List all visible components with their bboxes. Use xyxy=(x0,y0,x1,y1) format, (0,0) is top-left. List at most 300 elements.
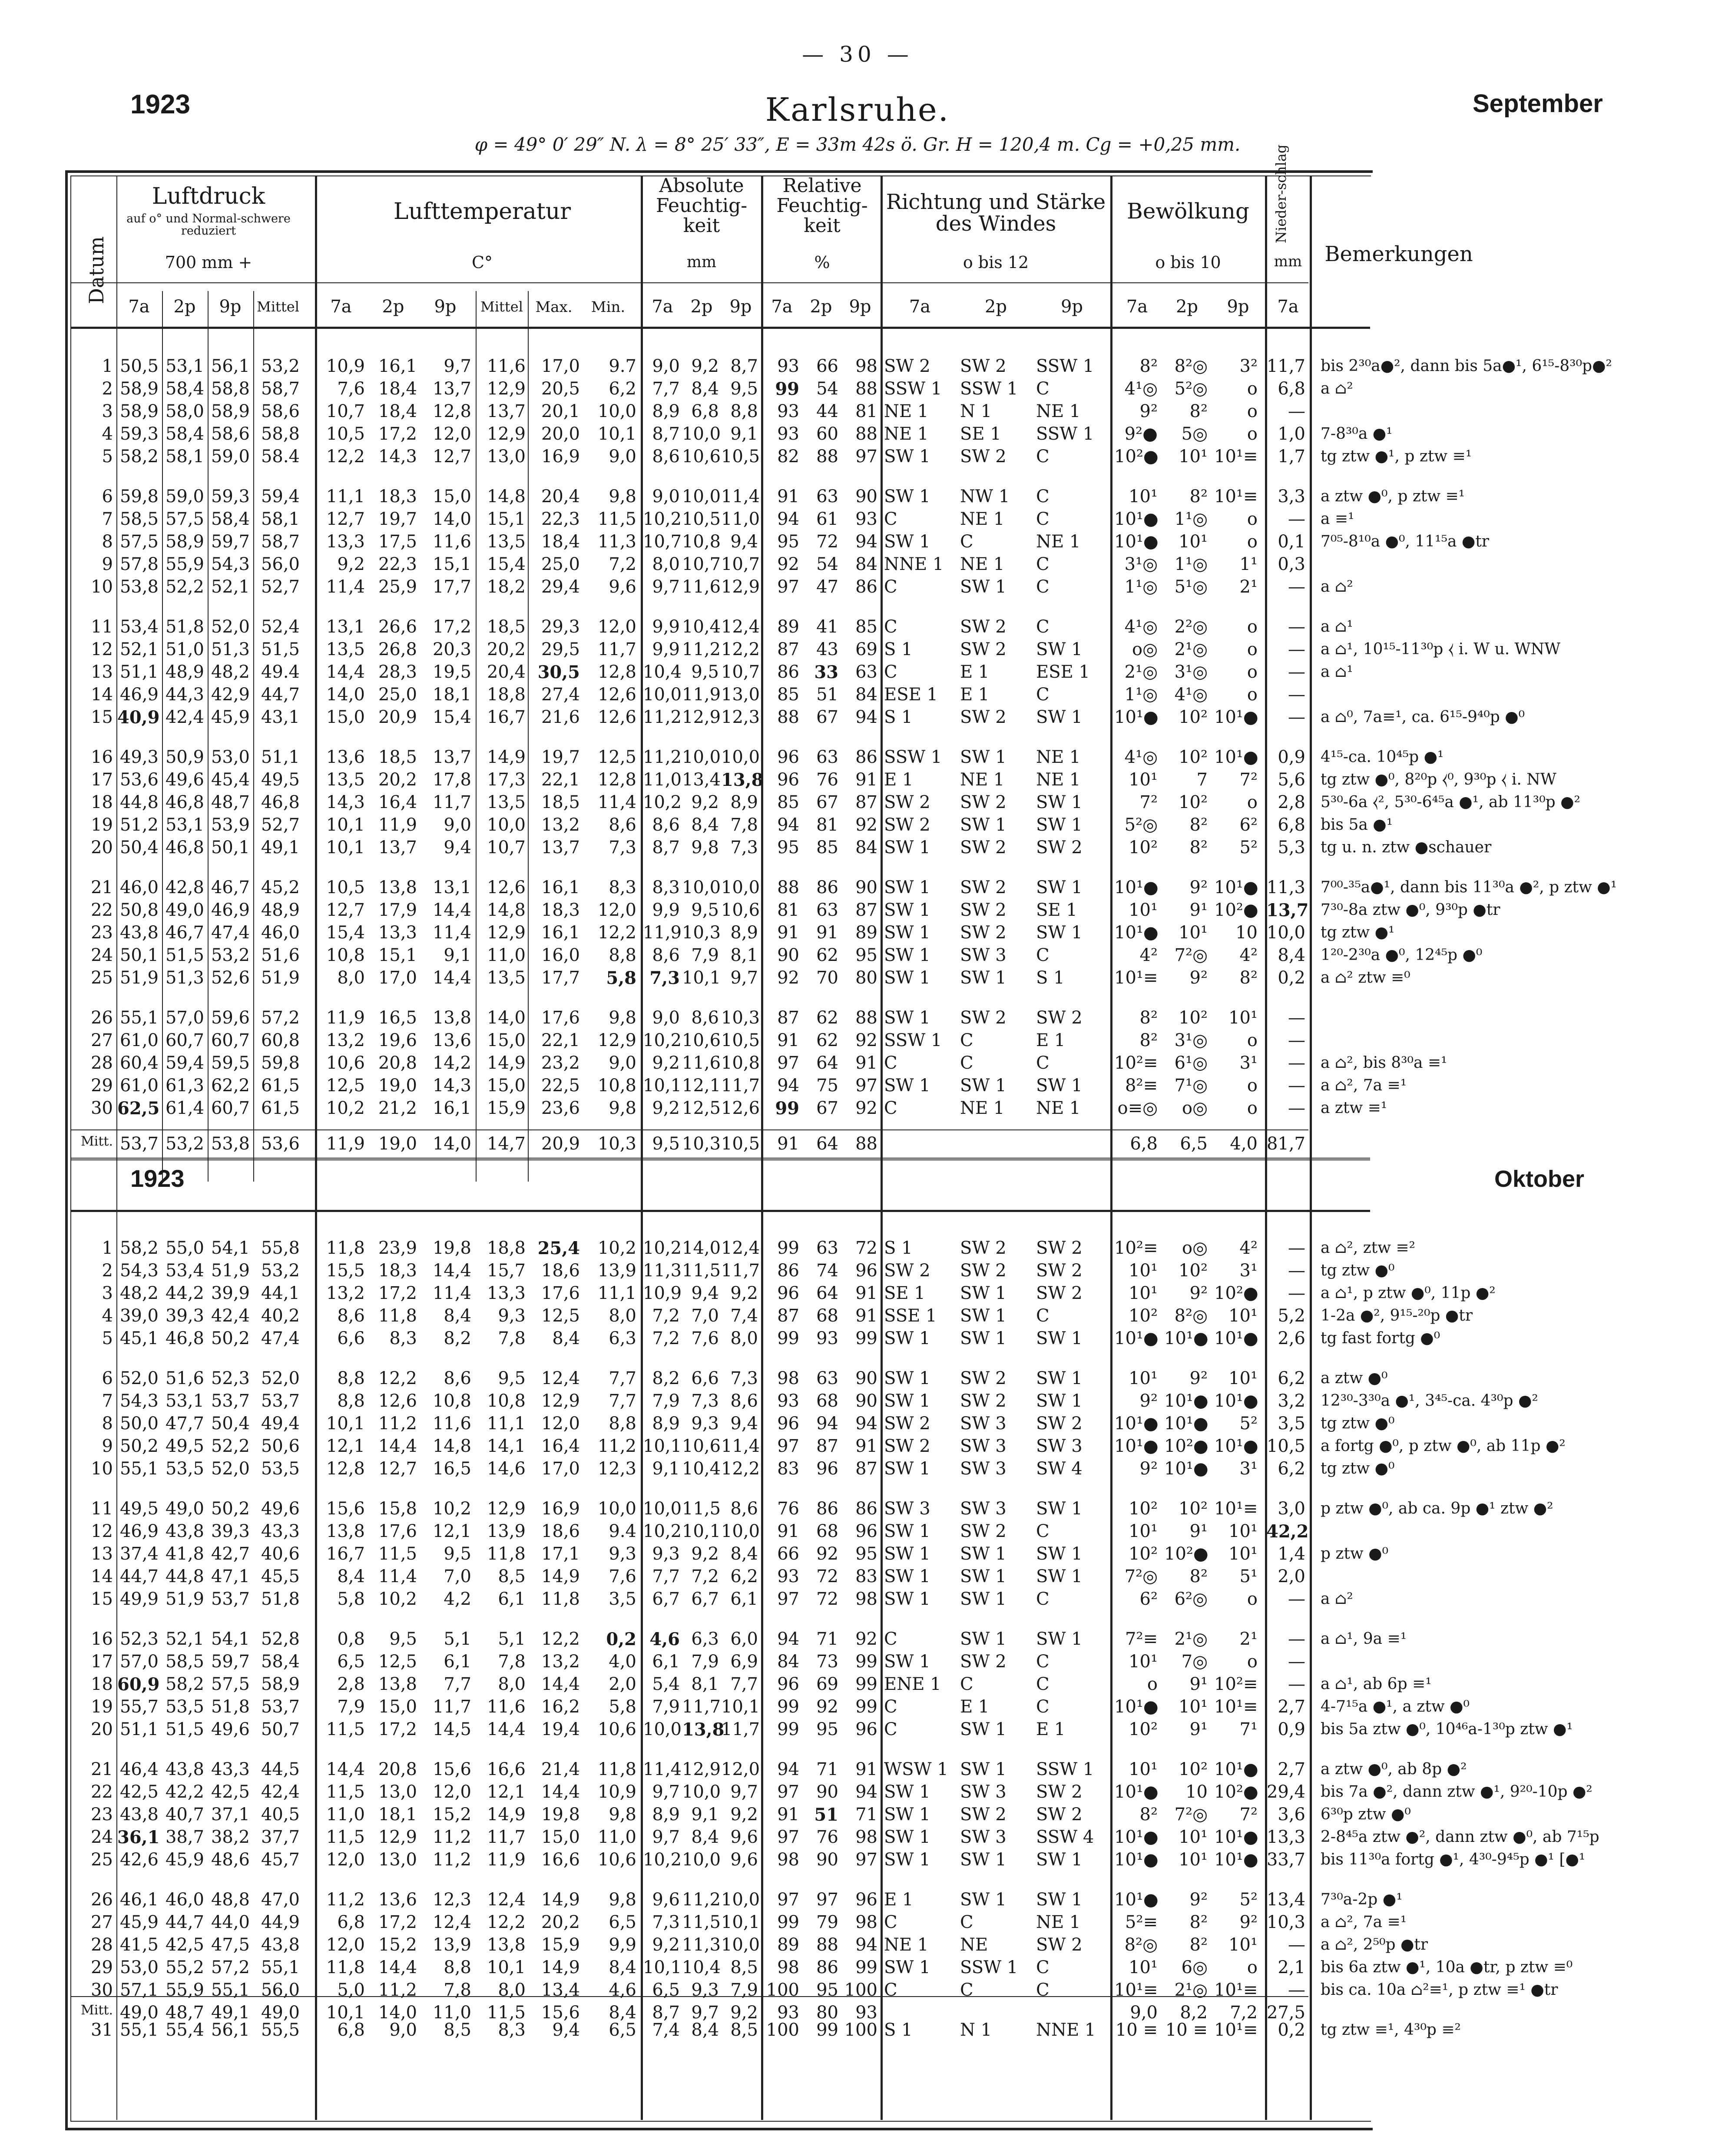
cell-b2: o xyxy=(1247,509,1258,529)
cell-t4: 16,6 xyxy=(541,1850,580,1870)
cell-t2: 9,7 xyxy=(444,356,471,376)
cell-t5: 3,5 xyxy=(609,1589,636,1609)
cell-d: 10 xyxy=(91,1459,113,1479)
cell-t0: 16,7 xyxy=(326,1544,365,1564)
cell-t4: 16,2 xyxy=(541,1697,580,1717)
cell-t1: 26,8 xyxy=(378,639,417,659)
remark: tg ztw ●⁰, 8²⁰p ⧼⁰, 9³⁰p ⧼ i. NW xyxy=(1321,771,1556,788)
cell-p2: 50,2 xyxy=(211,1499,250,1519)
cell-b2: 10¹● xyxy=(1214,1850,1258,1870)
cell-a2: 10,0 xyxy=(721,1935,760,1955)
cell-w1: SSW 1 xyxy=(960,1957,1018,1977)
cell-p3: 45,2 xyxy=(261,878,300,898)
cell-n: 0,3 xyxy=(1278,554,1305,574)
cell-a2: 9,5 xyxy=(730,379,758,399)
cell-w0: C xyxy=(884,1912,897,1932)
cell-t3: 15,9 xyxy=(487,1098,526,1118)
cell-t1: 19,0 xyxy=(378,1076,417,1096)
cell-w1: NE 1 xyxy=(960,1098,1005,1118)
cell-r2: 87 xyxy=(855,900,877,920)
cell-a0: 9,2 xyxy=(652,1935,680,1955)
cell-b2: o xyxy=(1247,424,1258,444)
cell-p3: 44,5 xyxy=(261,1759,300,1779)
cell-t2: 7,8 xyxy=(444,1980,471,2000)
table-row xyxy=(70,379,1677,399)
cell-a1: 8,4 xyxy=(691,1827,719,1847)
cell-d: 8 xyxy=(102,532,113,552)
cell-b1: 10²● xyxy=(1164,1436,1208,1456)
cell-b1: 10¹ xyxy=(1179,1697,1208,1717)
cell-a2: 11,0 xyxy=(721,509,760,529)
remark: a ≡¹ xyxy=(1321,510,1354,528)
cell-p3: 49,4 xyxy=(261,1414,300,1434)
cell-d: 20 xyxy=(91,1719,113,1739)
mittel-cell-p3: 49,0 xyxy=(261,2003,300,2023)
cell-p1: 59,4 xyxy=(165,1053,204,1073)
cell-t2: 10,8 xyxy=(432,1391,471,1411)
cell-w0: S 1 xyxy=(884,1238,913,1258)
cell-p2: 50,2 xyxy=(211,1328,250,1348)
cell-w0: C xyxy=(884,509,897,529)
cell-a0: 9,2 xyxy=(652,1098,680,1118)
rule xyxy=(70,327,1370,329)
cell-w0: NE 1 xyxy=(884,401,929,421)
cell-p1: 42,8 xyxy=(165,878,204,898)
cell-t1: 13,0 xyxy=(378,1850,417,1870)
cell-n: 3,5 xyxy=(1278,1414,1305,1434)
cell-p0: 42,6 xyxy=(119,1850,159,1870)
cell-a1: 8,4 xyxy=(691,379,719,399)
cell-t3: 12,9 xyxy=(487,424,526,444)
cell-p0: 40,9 xyxy=(117,707,160,728)
cell-d: 29 xyxy=(91,1076,113,1096)
cell-r1: 69 xyxy=(816,1674,838,1694)
table-row xyxy=(70,662,1677,682)
mittel-cell-p3: 53,6 xyxy=(261,1134,300,1154)
sub-7a: 7a xyxy=(128,297,150,317)
cell-t1: 11,8 xyxy=(378,1306,417,1326)
cell-w1: SW 1 xyxy=(960,577,1006,597)
cell-w1: NE xyxy=(960,1935,988,1955)
cell-r1: 72 xyxy=(816,1566,838,1586)
cell-p3: 59,4 xyxy=(261,487,300,507)
cell-p0: 42,5 xyxy=(119,1782,159,1802)
cell-a1: 10,0 xyxy=(682,747,721,767)
cell-t5: 9,8 xyxy=(609,1098,636,1118)
cell-a2: 6,0 xyxy=(730,1629,758,1649)
cell-r0: 96 xyxy=(777,770,799,790)
cell-r2: 90 xyxy=(855,487,877,507)
cell-a2: 9,4 xyxy=(730,532,758,552)
cell-p0: 45,1 xyxy=(119,1328,159,1348)
mittel-rule-sep xyxy=(70,1129,1308,1130)
cell-t0: 11,5 xyxy=(326,1827,365,1847)
cell-d: 23 xyxy=(91,1805,113,1825)
header-absolute-feuchtigkeit: Absolute Feuchtig-keit xyxy=(656,175,748,237)
cell-t0: 12,5 xyxy=(326,1076,365,1096)
cell-t2: 11,6 xyxy=(432,1414,471,1434)
header-abs-unit: mm xyxy=(686,253,717,271)
cell-p0: 53,0 xyxy=(119,1957,159,1977)
cell-w2: C xyxy=(1036,1521,1050,1541)
cell-t0: 13,2 xyxy=(326,1283,365,1303)
cell-a0: 8,6 xyxy=(652,815,680,835)
remark: a ⌂¹ xyxy=(1321,618,1353,636)
cell-b1: 8²◎ xyxy=(1174,1306,1208,1326)
cell-b1: 6¹◎ xyxy=(1174,1053,1208,1073)
cell-p3: 43,3 xyxy=(261,1521,300,1541)
cell-r2: 81 xyxy=(855,401,877,421)
cell-w2: SW 1 xyxy=(1036,1629,1083,1649)
cell-p1: 53,1 xyxy=(165,815,204,835)
header-relative-feuchtigkeit: Relative Feuchtig-keit xyxy=(776,175,868,237)
remark: 7⁰⁵-8¹⁰a ●⁰, 11¹⁵a ●tr xyxy=(1321,533,1490,550)
cell-p3: 52,7 xyxy=(261,577,300,597)
remark: bis 2³⁰a●², dann bis 5a●¹, 6¹⁵-8³⁰p●² xyxy=(1321,357,1612,375)
cell-t5: 7,3 xyxy=(609,838,636,858)
cell-b1: 8² xyxy=(1189,838,1208,858)
cell-t0: 10,7 xyxy=(326,401,365,421)
cell-w2: SSW 4 xyxy=(1036,1827,1094,1847)
cell-p3: 51,9 xyxy=(261,968,300,988)
cell-t5: 9,9 xyxy=(609,1935,636,1955)
mittel-cell-p0: 53,7 xyxy=(119,1134,159,1154)
cell-p0: 46,9 xyxy=(119,685,159,705)
cell-w0: SW 1 xyxy=(884,838,930,858)
cell-a2: 6,9 xyxy=(730,1652,758,1672)
cell-n: — xyxy=(1288,577,1305,597)
cell-r1: 73 xyxy=(816,1652,838,1672)
cell-r2: 90 xyxy=(855,878,877,898)
cell-p2: 48,2 xyxy=(211,662,250,682)
cell-t4: 16,0 xyxy=(541,945,580,965)
cell-a0: 8,9 xyxy=(652,401,680,421)
cell-p1: 46,8 xyxy=(165,1328,204,1348)
sub-abs-2p: 2p xyxy=(690,297,713,317)
cell-b1: 3¹◎ xyxy=(1174,662,1208,682)
cell-b0: 5²≡ xyxy=(1125,1912,1158,1932)
cell-b2: 7¹ xyxy=(1239,1719,1258,1739)
cell-t1: 18,4 xyxy=(378,379,417,399)
cell-p3: 49.4 xyxy=(261,662,300,682)
cell-t0: 14,3 xyxy=(326,792,365,812)
cell-w1: SW 1 xyxy=(960,1076,1006,1096)
cell-p2: 45,4 xyxy=(211,770,250,790)
cell-d: 30 xyxy=(91,1980,113,2000)
cell-p3: 61,5 xyxy=(261,1076,300,1096)
cell-p3: 58,8 xyxy=(261,424,300,444)
cell-r2: 89 xyxy=(855,923,877,943)
cell-r1: 90 xyxy=(816,1782,838,1802)
cell-b0: 7²◎ xyxy=(1124,1566,1158,1586)
cell-p1: 49,6 xyxy=(165,770,204,790)
cell-t0: 8,6 xyxy=(337,1306,365,1326)
cell-p1: 58,9 xyxy=(165,532,204,552)
cell-w1: SW 3 xyxy=(960,1414,1006,1434)
cell-t0: 12,0 xyxy=(326,1850,365,1870)
cell-d: 22 xyxy=(91,1782,113,1802)
cell-n: — xyxy=(1288,617,1305,637)
cell-w0: SW 2 xyxy=(884,1436,930,1456)
mittel-cell-d: Mitt. xyxy=(81,2003,113,2018)
cell-n: 6,2 xyxy=(1278,1368,1305,1388)
cell-p2: 51,8 xyxy=(211,1697,250,1717)
cell-a0: 10,2 xyxy=(643,509,682,529)
cell-t3: 15,7 xyxy=(487,1261,526,1281)
cell-r0: 98 xyxy=(777,1957,799,1977)
cell-p1: 58,2 xyxy=(165,1674,204,1694)
table-row xyxy=(70,1566,1677,1586)
cell-w0: ENE 1 xyxy=(884,1674,941,1694)
cell-t1: 22,3 xyxy=(378,554,417,574)
cell-a0: 6,5 xyxy=(652,1980,680,2000)
cell-t5: 11,8 xyxy=(597,1759,636,1779)
cell-t0: 11,5 xyxy=(326,1719,365,1739)
cell-t1: 9,5 xyxy=(389,1629,417,1649)
cell-a1: 11,2 xyxy=(682,639,721,659)
cell-w0: SW 1 xyxy=(884,1368,930,1388)
cell-t5: 12,6 xyxy=(597,685,636,705)
cell-t4: 14,9 xyxy=(541,1957,580,1977)
cell-w1: E 1 xyxy=(960,1697,990,1717)
cell-t4: 14,4 xyxy=(541,1782,580,1802)
cell-p0: 51,1 xyxy=(119,1719,159,1739)
cell-t4: 12,4 xyxy=(541,1368,580,1388)
cell-r1: 71 xyxy=(816,1629,838,1649)
cell-r0: 99 xyxy=(777,1697,799,1717)
cell-p1: 49,0 xyxy=(165,900,204,920)
cell-t5: 7,7 xyxy=(609,1368,636,1388)
cell-t3: 12,9 xyxy=(487,1499,526,1519)
cell-b2: 10¹≡ xyxy=(1214,487,1258,507)
cell-r0: 97 xyxy=(777,1053,799,1073)
cell-p0: 52,3 xyxy=(119,1629,159,1649)
cell-p3: 45,5 xyxy=(261,1566,300,1586)
cell-b0: 8² xyxy=(1139,1030,1158,1050)
cell-p2: 56,1 xyxy=(211,2020,250,2040)
cell-r1: 97 xyxy=(816,1890,838,1910)
cell-b0: 10² xyxy=(1129,1719,1158,1739)
cell-d: 25 xyxy=(91,1850,113,1870)
cell-d: 27 xyxy=(91,1030,113,1050)
cell-n: 6,2 xyxy=(1278,1459,1305,1479)
cell-t3: 13,0 xyxy=(487,447,526,467)
cell-t0: 13,6 xyxy=(326,747,365,767)
cell-w0: SW 2 xyxy=(884,792,930,812)
cell-p3: 61,5 xyxy=(261,1098,300,1118)
cell-w2: C xyxy=(1036,1053,1050,1073)
sub-temp-max: Max. xyxy=(535,298,573,316)
cell-r0: 99 xyxy=(775,379,799,399)
cell-p2: 62,2 xyxy=(211,1076,250,1096)
cell-t5: 10,6 xyxy=(597,1850,636,1870)
cell-t1: 13,3 xyxy=(378,923,417,943)
cell-p1: 44,3 xyxy=(165,685,204,705)
cell-t2: 11,6 xyxy=(432,532,471,552)
cell-b1: 8² xyxy=(1189,815,1208,835)
cell-t0: 13,8 xyxy=(326,1521,365,1541)
cell-r0: 94 xyxy=(777,509,799,529)
cell-n: 1,7 xyxy=(1278,447,1305,467)
cell-w2: SW 1 xyxy=(1036,1076,1083,1096)
cell-t1: 13,0 xyxy=(378,1782,417,1802)
cell-w2: NE 1 xyxy=(1036,1912,1081,1932)
cell-b0: 10¹ xyxy=(1129,1368,1158,1388)
cell-b0: 4¹◎ xyxy=(1124,747,1158,767)
cell-n: — xyxy=(1288,662,1305,682)
cell-t5: 12,0 xyxy=(597,900,636,920)
cell-b1: 1¹◎ xyxy=(1174,509,1208,529)
mittel-cell-t2: 11,0 xyxy=(432,2003,471,2023)
cell-a2: 8,6 xyxy=(730,1499,758,1519)
cell-d: 24 xyxy=(91,1827,113,1847)
cell-t5: 0,2 xyxy=(606,1629,636,1649)
cell-n: 11,7 xyxy=(1266,356,1305,376)
cell-p1: 44,7 xyxy=(165,1912,204,1932)
cell-t4: 17,0 xyxy=(541,1459,580,1479)
cell-p0: 62,5 xyxy=(117,1098,160,1119)
mittel-cell-t3: 14,7 xyxy=(487,1134,526,1154)
cell-t4: 16,9 xyxy=(541,447,580,467)
cell-t0: 8,8 xyxy=(337,1391,365,1411)
cell-t0: 13,3 xyxy=(326,532,365,552)
cell-b1: 6◎ xyxy=(1181,1957,1208,1977)
cell-b2: 4² xyxy=(1239,945,1258,965)
sub-mittel: Mittel xyxy=(257,298,299,315)
cell-w0: C xyxy=(884,1980,897,2000)
cell-w1: C xyxy=(960,1053,973,1073)
cell-t5: 10,2 xyxy=(597,1238,636,1258)
cell-p1: 55,0 xyxy=(165,1238,204,1258)
cell-p1: 55,4 xyxy=(165,2020,204,2040)
cell-t4: 15,0 xyxy=(541,1827,580,1847)
cell-a2: 7,3 xyxy=(730,838,758,858)
cell-p2: 58,8 xyxy=(211,379,250,399)
cell-t4: 25,0 xyxy=(541,554,580,574)
cell-r0: 93 xyxy=(777,401,799,421)
cell-n: 42,2 xyxy=(1266,1521,1309,1542)
cell-r2: 97 xyxy=(855,1850,877,1870)
cell-w2: NE 1 xyxy=(1036,532,1081,552)
remark: tg u. n. ztw ●schauer xyxy=(1321,838,1492,856)
cell-t3: 16,6 xyxy=(487,1759,526,1779)
cell-w0: SW 2 xyxy=(884,1261,930,1281)
cell-b2: 3¹ xyxy=(1239,1261,1258,1281)
cell-t0: 10,1 xyxy=(326,1414,365,1434)
cell-t3: 14,1 xyxy=(487,1436,526,1456)
cell-r1: 68 xyxy=(816,1521,838,1541)
cell-n: 5,6 xyxy=(1278,770,1305,790)
cell-p2: 49,6 xyxy=(211,1719,250,1739)
cell-a2: 10,5 xyxy=(721,447,760,467)
cell-p0: 60,4 xyxy=(119,1053,159,1073)
cell-p0: 48,2 xyxy=(119,1283,159,1303)
sub-rel-2p: 2p xyxy=(810,297,832,317)
cell-a2: 8,4 xyxy=(730,1544,758,1564)
sub-bew-7a: 7a xyxy=(1126,297,1148,317)
cell-b1: 10² xyxy=(1179,792,1208,812)
cell-t2: 11,4 xyxy=(432,923,471,943)
mittel-row xyxy=(70,1134,1677,1154)
cell-a2: 6,2 xyxy=(730,1566,758,1586)
cell-b2: 5² xyxy=(1239,1414,1258,1434)
cell-b1: 8² xyxy=(1189,1912,1208,1932)
cell-d: 1 xyxy=(102,356,113,376)
cell-p3: 49,5 xyxy=(261,770,300,790)
cell-a0: 8,3 xyxy=(652,878,680,898)
table-row xyxy=(70,509,1677,529)
cell-t3: 14,9 xyxy=(487,747,526,767)
cell-r0: 76 xyxy=(777,1499,799,1519)
cell-a2: 9,2 xyxy=(730,1283,758,1303)
remark: a ⌂², 7a ≡¹ xyxy=(1321,1076,1407,1094)
cell-p1: 46,0 xyxy=(165,1890,204,1910)
cell-w0: SW 1 xyxy=(884,945,930,965)
cell-t4: 20,5 xyxy=(541,379,580,399)
cell-r0: 85 xyxy=(777,685,799,705)
cell-r1: 61 xyxy=(816,509,838,529)
cell-t3: 12,2 xyxy=(487,1912,526,1932)
cell-t3: 20,4 xyxy=(487,662,526,682)
cell-d: 9 xyxy=(102,554,113,574)
cell-t0: 12,7 xyxy=(326,509,365,529)
cell-p3: 58,7 xyxy=(261,379,300,399)
table-row xyxy=(70,1030,1677,1050)
cell-t5: 8,8 xyxy=(609,945,636,965)
cell-d: 28 xyxy=(91,1053,113,1073)
cell-a1: 9,2 xyxy=(691,1544,719,1564)
cell-a1: 8,6 xyxy=(691,1008,719,1028)
cell-b2: 10¹≡ xyxy=(1214,1499,1258,1519)
cell-w0: SW 1 xyxy=(884,1805,930,1825)
remark: a ⌂², 2⁵⁰p ●tr xyxy=(1321,1936,1428,1954)
cell-t4: 12,9 xyxy=(541,1391,580,1411)
cell-p0: 44,7 xyxy=(119,1566,159,1586)
cell-a2: 7,4 xyxy=(730,1306,758,1326)
cell-r0: 82 xyxy=(777,447,799,467)
cell-p2: 58,6 xyxy=(211,424,250,444)
cell-r0: 97 xyxy=(777,1827,799,1847)
cell-t2: 16,5 xyxy=(432,1459,471,1479)
cell-r1: 94 xyxy=(816,1414,838,1434)
cell-d: 24 xyxy=(91,945,113,965)
cell-w0: S 1 xyxy=(884,2020,913,2040)
cell-p1: 49,5 xyxy=(165,1436,204,1456)
cell-t1: 15,2 xyxy=(378,1935,417,1955)
cell-w0: SW 2 xyxy=(884,356,930,376)
cell-w1: C xyxy=(960,1912,973,1932)
cell-p2: 48,8 xyxy=(211,1890,250,1910)
cell-t1: 9,0 xyxy=(389,2020,417,2040)
cell-b0: 10¹ xyxy=(1129,1957,1158,1977)
cell-w0: S 1 xyxy=(884,639,913,659)
mittel-cell-p1: 53,2 xyxy=(165,1134,204,1154)
mittel-cell-t2: 14,0 xyxy=(432,1134,471,1154)
cell-w0: SW 1 xyxy=(884,1459,930,1479)
cell-b0: 10¹ xyxy=(1129,1759,1158,1779)
mittel-cell-a1: 10,3 xyxy=(682,1134,721,1154)
cell-b2: 10¹ xyxy=(1228,1306,1258,1326)
cell-a1: 11,6 xyxy=(682,577,721,597)
cell-t5: 5,8 xyxy=(606,968,636,988)
cell-r2: 91 xyxy=(855,1306,877,1326)
cell-b2: o xyxy=(1247,1652,1258,1672)
cell-t2: 13,9 xyxy=(432,1935,471,1955)
cell-t0: 11,0 xyxy=(326,1805,365,1825)
cell-d: 1 xyxy=(102,1238,113,1258)
mittel-cell-p2: 49,1 xyxy=(211,2003,250,2023)
cell-r0: 98 xyxy=(777,1368,799,1388)
